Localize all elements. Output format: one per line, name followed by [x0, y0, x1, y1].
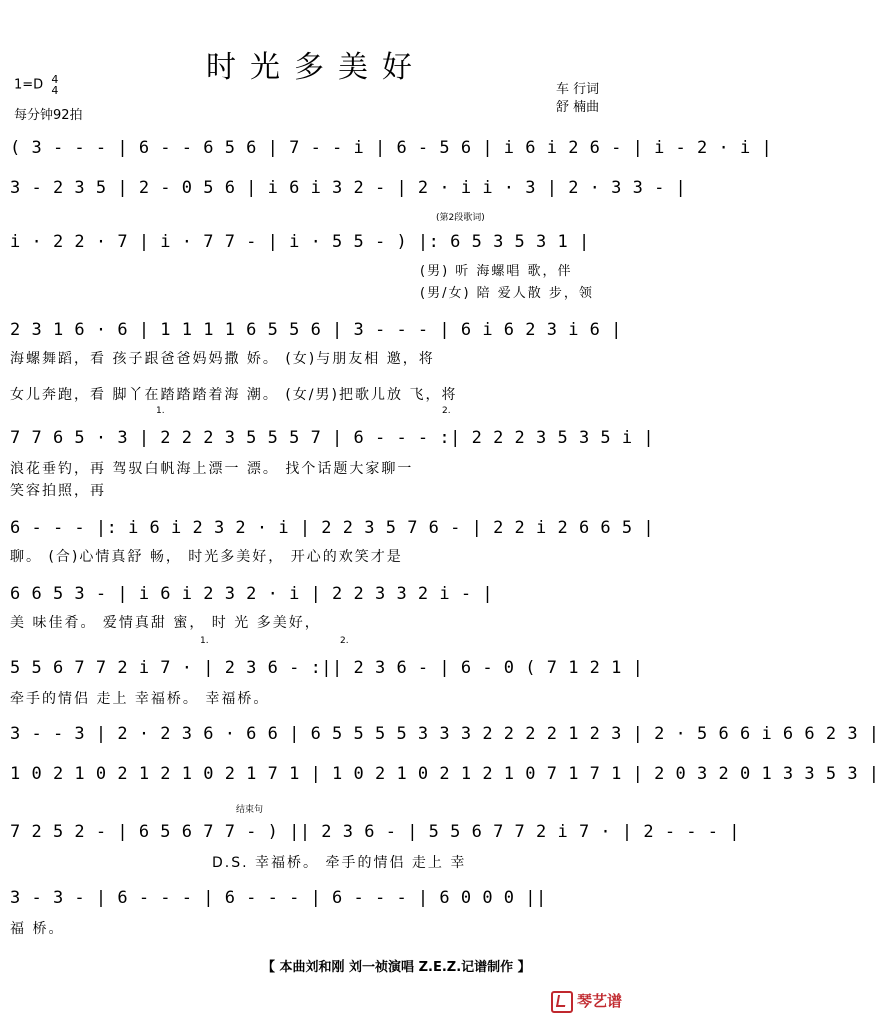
score-row: 3 - - 3 | 2 · 2 3 6 · 6 6 | 6 5 5 5 5 3 3 3 2 2 2 2 1 2 3 | 2 · 5 6 6 i 6 6 2 3 | — [10, 724, 880, 744]
score-row: ( 3 - - - | 6 - - 6 5 6 | 7 - - i | 6 - 5 6 | i 6 i 2 6 - | i - 2 · i | — [10, 138, 773, 158]
score-row: 2 3 1 6 · 6 | 1 1 1 1 6 5 5 6 | 3 - - - | 6 i 6 2 3 i 6 | — [10, 320, 622, 340]
score-row: i · 2 2 · 7 | i · 7 7 - | i · 5 5 - ) |: 6 5 3 5 3 1 | — [10, 232, 590, 252]
lyrics-line: 笑容拍照，再 — [10, 483, 106, 499]
time-signature: 4 4 — [51, 73, 59, 97]
key-signature: 1=D 4 4 — [14, 73, 59, 97]
lyrics-line: D.S. 幸福桥。 牵手的情侣 走上 幸 — [212, 855, 467, 871]
lyrics-line: 牵手的情侣 走上 幸福桥。 幸福桥。 — [10, 691, 270, 707]
segno-mark: (第2段歌词) — [436, 213, 485, 223]
footer-credit: 【 本曲刘和刚 刘一祯演唱 Z.E.Z.记谱制作 】 — [262, 960, 531, 975]
coda-mark: 结束句 — [236, 805, 264, 815]
score-row: 1 0 2 1 0 2 1 2 1 0 2 1 7 1 | 1 0 2 1 0 2 1 2 1 0 7 1 7 1 | 2 0 3 2 0 1 3 3 5 3 | — [10, 764, 880, 784]
score-row: 3 - 3 - | 6 - - - | 6 - - - | 6 - - - | 6 0 0 0 || — [10, 888, 547, 908]
tempo: 每分钟92拍 — [14, 108, 83, 123]
lyrics-line: (男/女) 陪 爱人散 步，领 — [420, 286, 594, 301]
score-row: 7 2 5 2 - | 6 5 6 7 7 - ) || 2 3 6 - | 5 5 6 7 7 2 i 7 · | 2 - - - | — [10, 822, 740, 842]
volta-2: 2. — [442, 406, 451, 416]
logo-icon — [551, 991, 573, 1013]
lyricist: 车 行词 — [556, 82, 600, 97]
score-row: 6 - - - |: i 6 i 2 3 2 · i | 2 2 3 5 7 6 - | 2 2 i 2 6 6 5 | — [10, 518, 655, 538]
score-row: 6 6 5 3 - | i 6 i 2 3 2 · i | 2 2 3 3 2 i - | — [10, 584, 494, 604]
lyrics-line: 海螺舞蹈，看 孩子跟爸爸妈妈撒 娇。 (女)与朋友相 邀，将 — [10, 351, 435, 367]
composer: 舒 楠曲 — [556, 100, 600, 115]
score-row: 5 5 6 7 7 2 i 7 · | 2 3 6 - :|| 2 3 6 - | 6 - 0 ( 7 1 2 1 | — [10, 658, 644, 678]
lyrics-line: 福 桥。 — [10, 921, 65, 937]
lyrics-line: 浪花垂钓，再 驾驭白帆海上漂一 漂。 找个话题大家聊一 — [10, 461, 414, 477]
lyrics-line: 女儿奔跑，看 脚丫在踏踏踏着海 潮。 (女/男)把歌儿放 飞，将 — [10, 387, 458, 403]
volta-2: 2. — [340, 636, 349, 646]
lyrics-line: 美 味佳肴。 爱情真甜 蜜， 时 光 多美好， — [10, 615, 321, 631]
score-row: 3 - 2 3 5 | 2 - 0 5 6 | i 6 i 3 2 - | 2 · i i · 3 | 2 · 3 3 - | — [10, 178, 687, 198]
volta-1: 1. — [200, 636, 209, 646]
lyrics-line: 聊。 (合)心情真舒 畅， 时光多美好， 开心的欢笑才是 — [10, 549, 403, 565]
lyrics-line: (男) 听 海螺唱 歌，伴 — [420, 264, 573, 279]
score-row: 7 7 6 5 · 3 | 2 2 2 3 5 5 5 7 | 6 - - - :| 2 2 2 3 5 3 5 i | — [10, 428, 655, 448]
volta-1: 1. — [156, 406, 165, 416]
site-logo: 琴艺谱 — [551, 990, 622, 1013]
page-title: 时光多美好 — [206, 50, 426, 85]
